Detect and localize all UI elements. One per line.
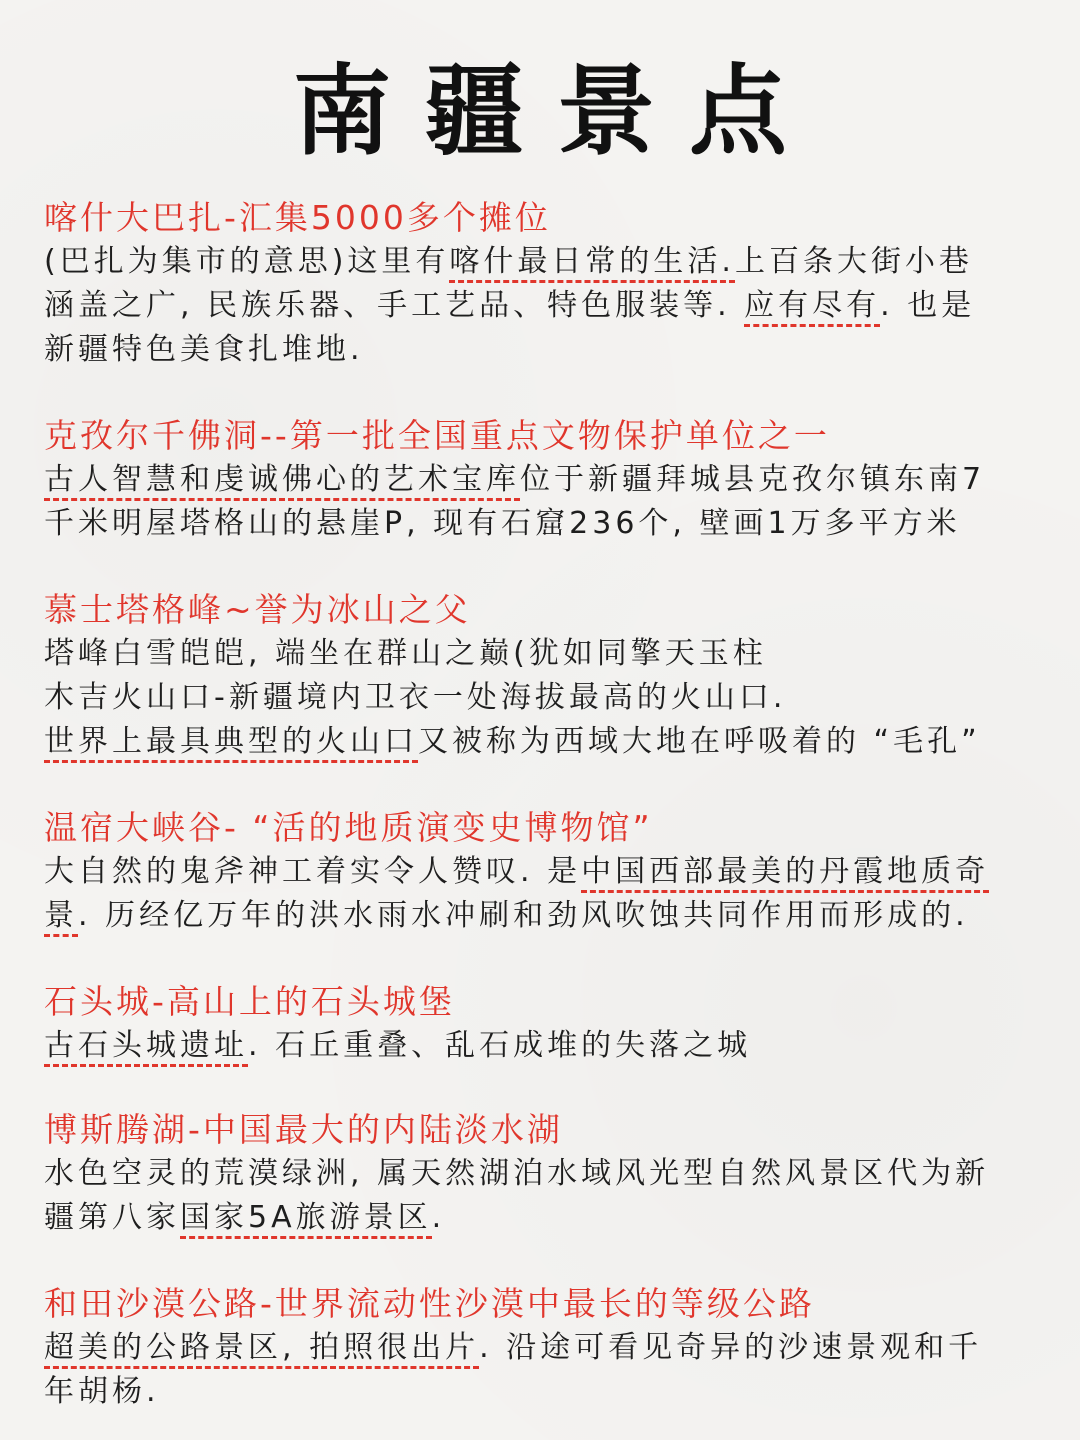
body-line [44, 502, 1044, 546]
underlined-text: 世界上最具典型的火山口 [44, 724, 418, 763]
text-segment: . 石丘重叠、乱石成堆的失落之城 [248, 1028, 752, 1063]
section-body [44, 240, 1044, 372]
section-heading: 和田沙漠公路-世界流动性沙漠中最长的等级公路 [44, 1284, 815, 1323]
body-line [44, 676, 1044, 720]
underlined-text: 超美的公路景区, 拍照很出片 [44, 1330, 479, 1369]
section-body [44, 850, 1044, 938]
text-segment: . 也是 [880, 288, 976, 323]
section-heading: 慕士塔格峰~誉为冰山之父 [44, 590, 471, 629]
underlined-text: 古人智慧和虔诚佛心的艺术宝库 [44, 462, 520, 501]
section-muztagh-ata [44, 588, 1044, 764]
text-segment: . [431, 1200, 446, 1235]
body-line [44, 894, 1044, 938]
text-segment: . 沿途可看见奇异的沙速景观和千 [479, 1330, 983, 1365]
text-segment: 上百条大街小巷 [734, 244, 973, 279]
body-line [44, 284, 1044, 328]
underlined-text: 国家5A旅游景区 [180, 1200, 432, 1239]
text-segment: 新疆特色美食扎堆地. [44, 332, 364, 367]
underlined-text: 中国西部最美的丹霞地质奇 [581, 854, 989, 893]
section-heading: 博斯腾湖-中国最大的内陆淡水湖 [44, 1110, 563, 1149]
text-segment: 又被称为西域大地在呼吸着的 “毛孔” [418, 724, 981, 759]
body-line [44, 850, 1044, 894]
body-line [44, 1370, 1044, 1414]
section-body [44, 1152, 1044, 1240]
body-line [44, 632, 1044, 676]
underlined-text: 古石头城遗址 [44, 1028, 248, 1067]
section-body [44, 1024, 1044, 1068]
body-line [44, 1326, 1044, 1370]
text-segment: . 历经亿万年的洪水雨水冲刷和劲风吹蚀共同作用而形成的. [78, 898, 969, 933]
body-line [44, 1024, 1044, 1068]
section-body [44, 632, 1044, 764]
text-segment: 疆第八家 [44, 1200, 180, 1235]
page-title: 南疆景点 [292, 55, 821, 169]
text-segment: (巴扎为集市的意思)这里有 [44, 244, 450, 279]
text-segment: 年胡杨. [44, 1374, 160, 1409]
text-segment: 木吉火山口-新疆境内卫衣一处海拔最高的火山口. [44, 680, 787, 715]
body-line [44, 1152, 1044, 1196]
text-segment: 塔峰白雪皑皑, 端坐在群山之巅(犹如同擎天玉柱 [44, 636, 767, 671]
section-kashgar-bazaar [44, 196, 1044, 372]
section-body [44, 1326, 1044, 1414]
section-heading: 石头城-高山上的石头城堡 [44, 982, 455, 1021]
section-kizil-caves [44, 414, 1044, 546]
text-segment: 位于新疆拜城县克孜尔镇东南7 [520, 462, 986, 497]
section-hotan-desert-road [44, 1282, 1044, 1414]
section-wensu-canyon [44, 806, 1044, 938]
body-line [44, 720, 1044, 764]
section-stone-city [44, 980, 1044, 1068]
section-body [44, 458, 1044, 546]
body-line [44, 240, 1044, 284]
body-line [44, 458, 1044, 502]
text-segment: 涵盖之广, 民族乐器、手工艺品、特色服装等. [44, 288, 745, 323]
section-heading: 克孜尔千佛洞--第一批全国重点文物保护单位之一 [44, 416, 830, 455]
section-heading: 喀什大巴扎-汇集5000多个摊位 [44, 198, 551, 237]
underlined-text: 景 [44, 898, 78, 937]
underlined-text: 应有尽有 [744, 288, 880, 327]
text-segment: 大自然的鬼斧神工着实令人赞叹. 是 [44, 854, 582, 889]
section-heading: 温宿大峡谷- “活的地质演变史博物馆” [44, 808, 653, 847]
text-segment: 千米明屋塔格山的悬崖P, 现有石窟236个, 壁画1万多平方米 [44, 506, 961, 541]
text-segment: 水色空灵的荒漠绿洲, 属天然湖泊水域风光型自然风景区代为新 [44, 1156, 990, 1191]
body-line [44, 328, 1044, 372]
body-line [44, 1196, 1044, 1240]
section-bosten-lake [44, 1108, 1044, 1240]
underlined-text: 喀什最日常的生活. [449, 244, 735, 283]
